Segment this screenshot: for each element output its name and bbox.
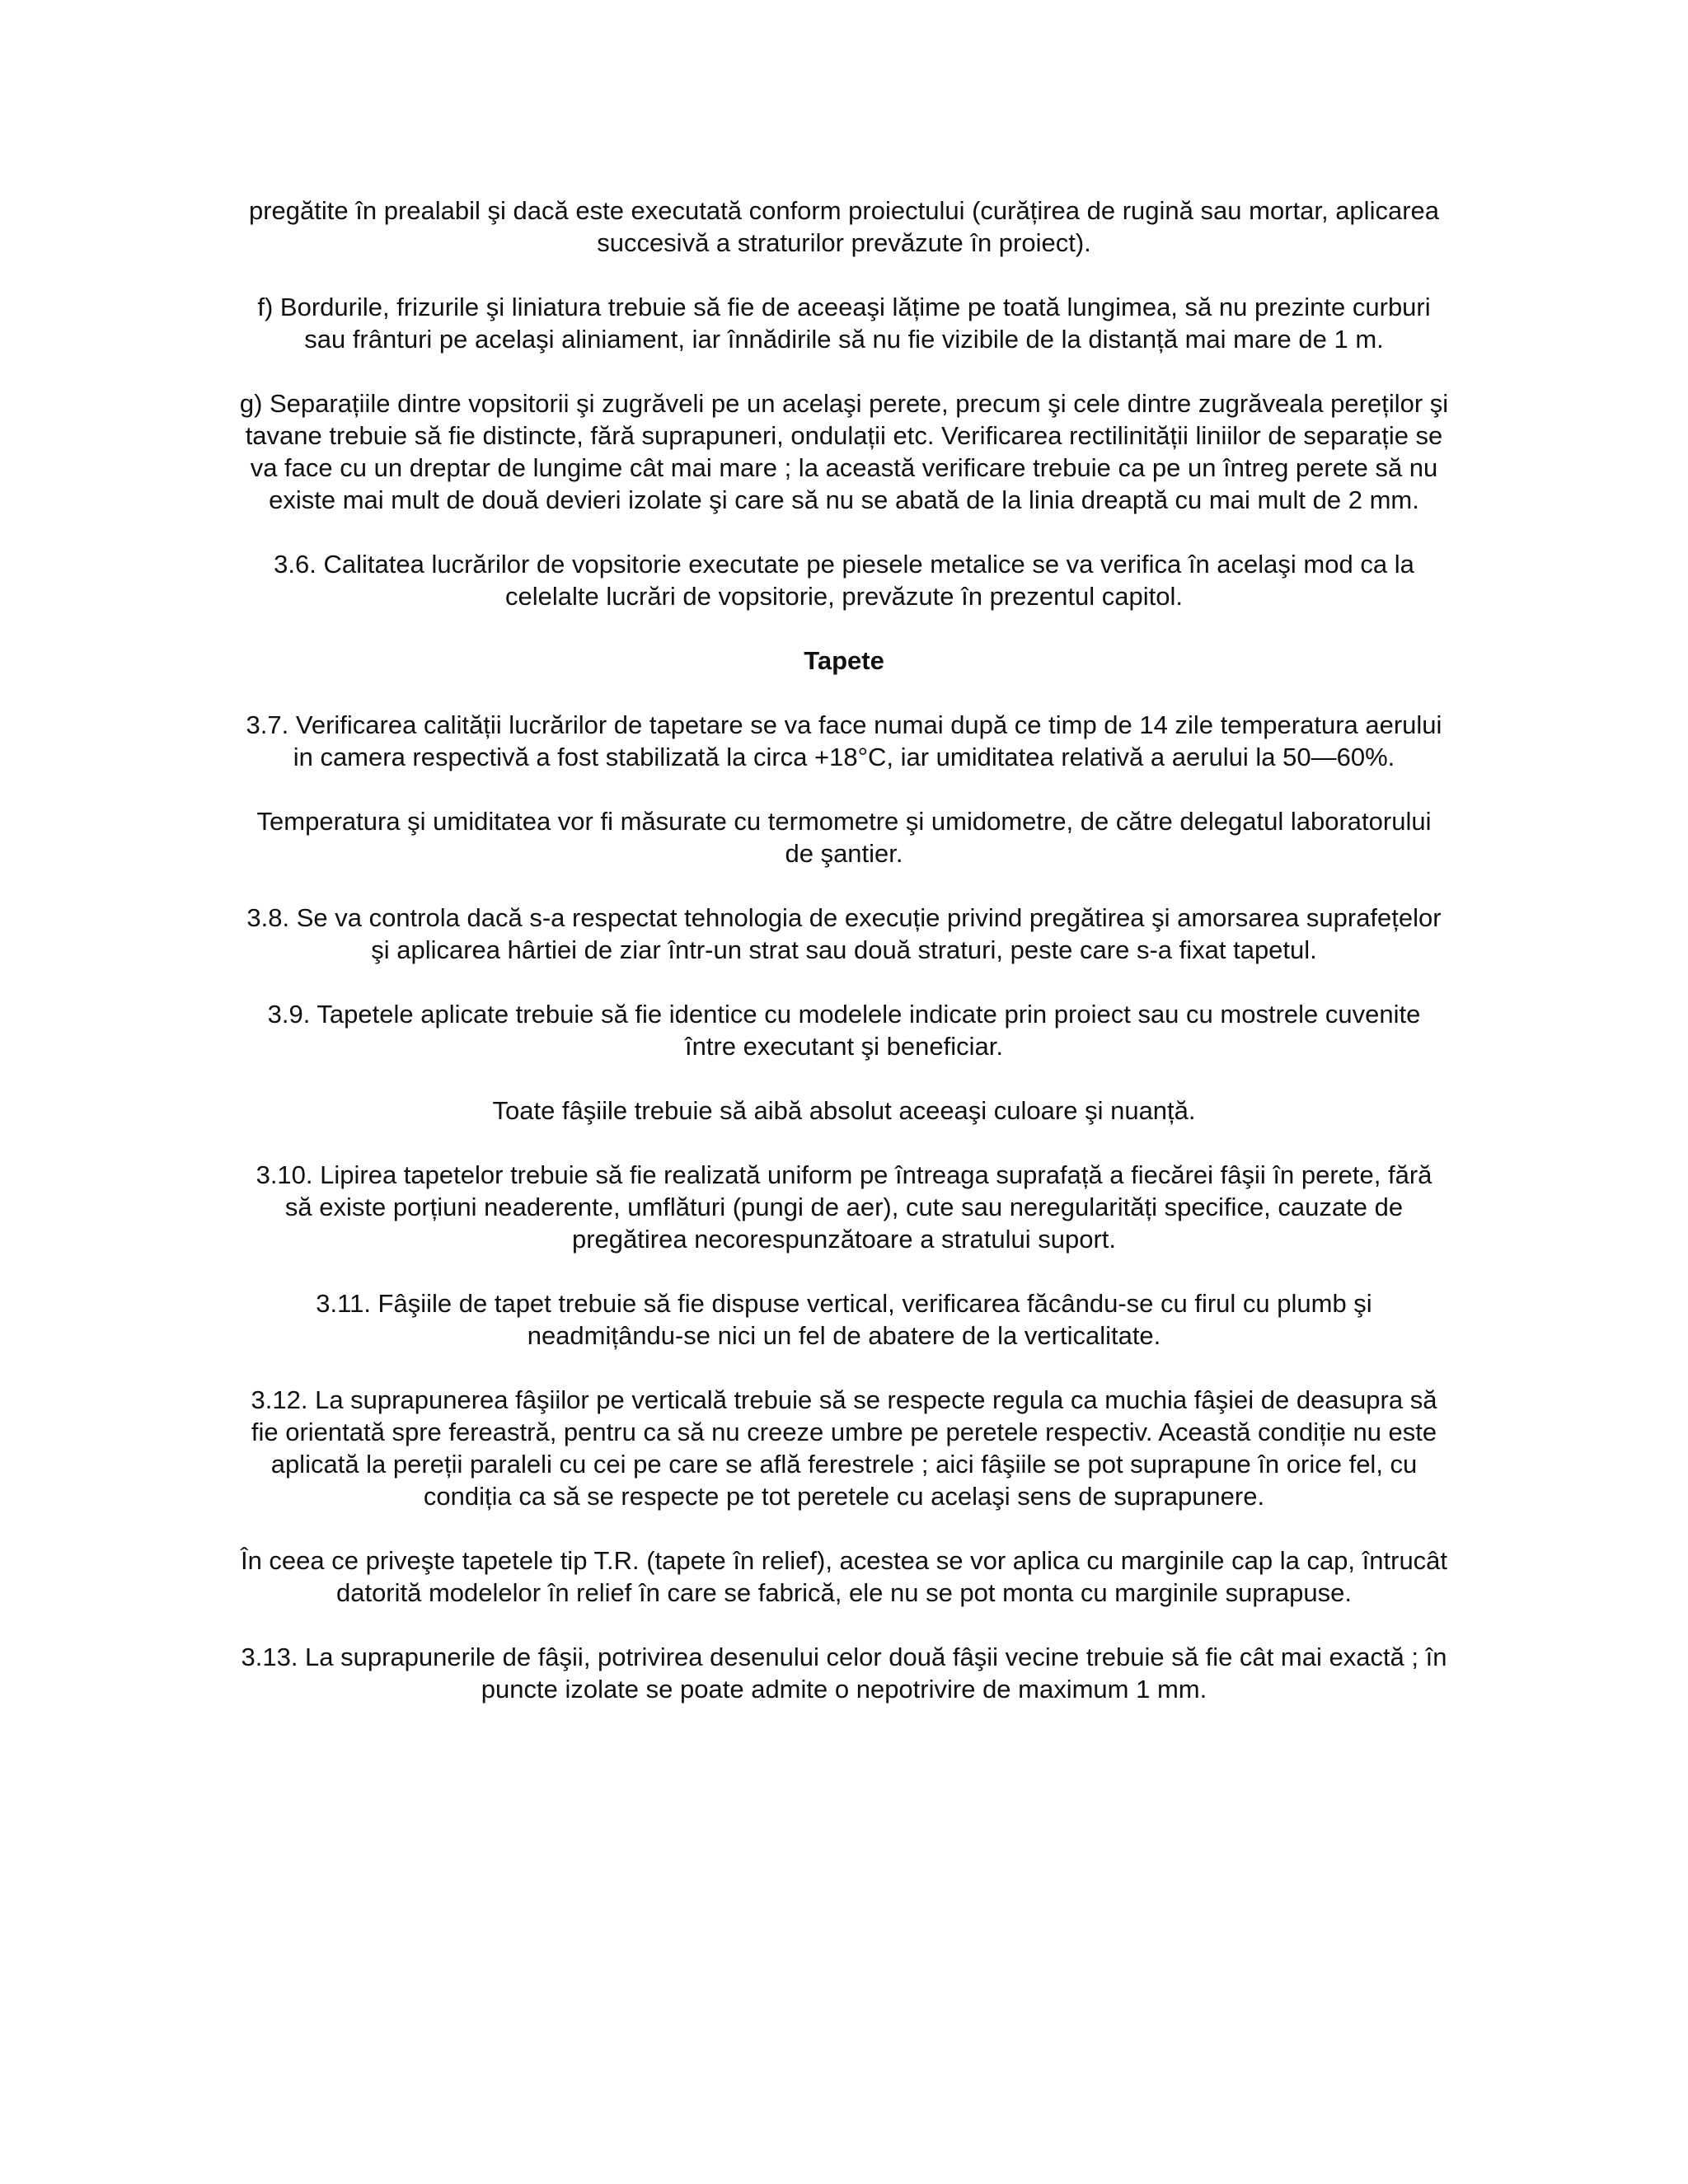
- paragraph-3-8-technology: 3.8. Se va controla dacă s-a respectat tehnologia de execuție privind pregătirea şi amorsarea suprafețelor şi aplicarea hârtiei de ziar într-un strat sau două straturi, peste care s-a fixat tapetul.: [246, 903, 1442, 964]
- paragraph-3-6-metal-painting: 3.6. Calitatea lucrărilor de vopsitorie executate pe piesele metalice se va verifica în acelaşi mod ca la celelalte lucrări de vopsitorie, prevăzute în prezentul capitol.: [274, 550, 1414, 611]
- paragraph-3-9-identical-models: 3.9. Tapetele aplicate trebuie să fie identice cu modelele indicate prin proiect sau cu mostrele cuvenite între executant şi beneficiar.: [267, 1000, 1421, 1061]
- paragraph-item-g-separations: g) Separațiile dintre vopsitorii şi zugrăveli pe un acelaşi perete, precum şi cele dintre zugrăveala pereților şi tavane trebuie să fie distincte, fără suprapuneri, ondulații etc. Verificarea rectilinității liniilor de separație se va face cu un dreptar de lungime cât mai mare ; la această verificare trebuie ca pe un întreg perete să nu existe mai mult de două devieri izolate şi care să nu se abată de la linia dreaptă cu mai mult de 2 mm.: [239, 389, 1449, 514]
- paragraph-3-13-pattern-matching: 3.13. La suprapunerile de fâşii, potrivirea desenului celor două fâşii vecine trebuie să fie cât mai exactă ; în puncte izolate se poate admite o nepotrivire de maximum 1 mm.: [241, 1643, 1447, 1704]
- paragraph-same-color: Toate fâşiile trebuie să aibă absolut aceeaşi culoare şi nuanță.: [492, 1096, 1196, 1125]
- paragraph-temperature-humidity: Temperatura şi umiditatea vor fi măsurate cu termometre şi umidometre, de către delegatul laboratorului de şantier.: [256, 807, 1432, 868]
- section-heading-tapete: Tapete: [804, 646, 884, 675]
- paragraph-surface-preparation: pregătite în prealabil şi dacă este executată conform proiectului (curățirea de rugină sau mortar, aplicarea succesivă a straturilor prevăzute în proiect).: [248, 196, 1439, 257]
- paragraph-3-10-gluing: 3.10. Lipirea tapetelor trebuie să fie realizată uniform pe întreaga suprafață a fiecărei fâşii în perete, fără să existe porțiuni neaderente, umflături (pungi de aer), cute sau neregularități specifice, cauzate de pregătirea necorespunzătoare a stratului suport.: [256, 1160, 1432, 1254]
- paragraph-3-11-vertical-strips: 3.11. Fâşiile de tapet trebuie să fie dispuse vertical, verificarea făcându-se cu firul cu plumb şi neadmițându-se nici un fel de abatere de la verticalitate.: [316, 1289, 1372, 1350]
- document-page: [239, 194, 1449, 1737]
- paragraph-3-12-overlapping: 3.12. La suprapunerea fâşiilor pe verticală trebuie să se respecte regula ca muchia fâşiei de deasupra să fie orientată spre fereastră, pentru ca să nu creeze umbre pe peretele respectiv. Această condiție nu este aplicată la pereții paraleli cu cei pe care se află ferestrele ; aici fâşiile se pot suprapune în orice fel, cu condiția ca să se respecte pe tot peretele cu acelaşi sens de suprapunere.: [251, 1385, 1437, 1511]
- paragraph-3-7-verification: 3.7. Verificarea calității lucrărilor de tapetare se va face numai după ce timp de 14 zile temperatura aerului in camera respectivă a fost stabilizată la circa +18°C, iar umiditatea relativă a aerului la 50—60%.: [246, 710, 1442, 771]
- paragraph-item-f-borders: f) Bordurile, frizurile şi liniatura trebuie să fie de aceeaşi lățime pe toată lungimea, să nu prezinte curburi sau frânturi pe acelaşi aliniament, iar înnădirile să nu fie vizibile de la distanță mai mare de 1 m.: [257, 293, 1431, 354]
- paragraph-relief-wallpaper: În ceea ce priveşte tapetele tip T.R. (tapete în relief), acestea se vor aplica cu marginile cap la cap, întrucât datorită modelelor în relief în care se fabrică, ele nu se pot monta cu marginile suprapuse.: [240, 1546, 1448, 1607]
